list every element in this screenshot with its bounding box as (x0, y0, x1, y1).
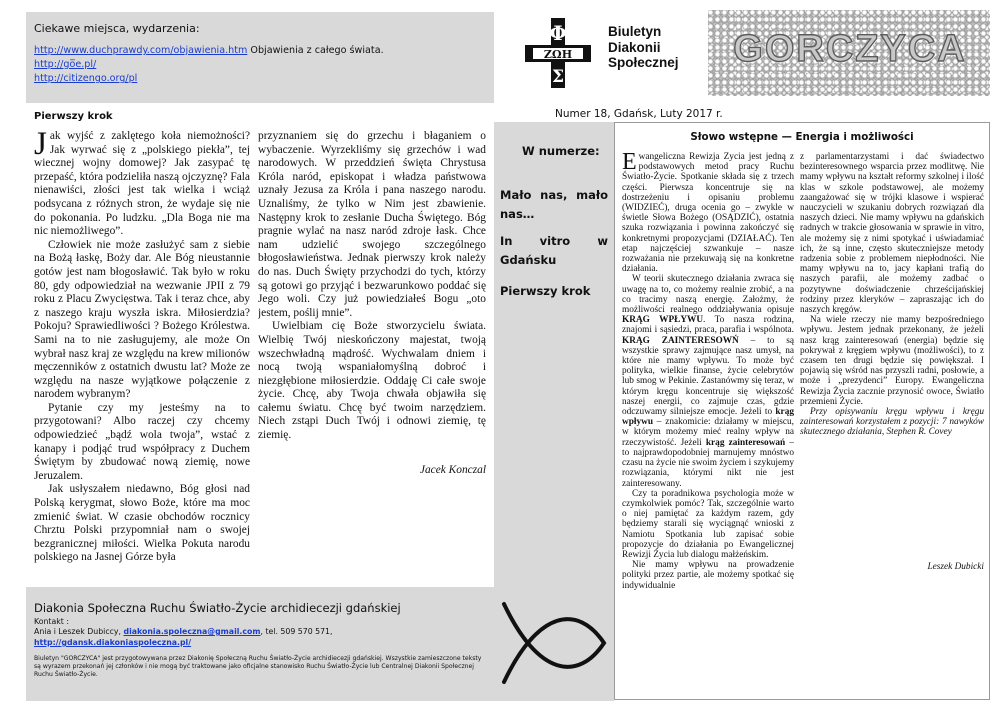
link-row-3 (34, 72, 486, 86)
paragraph-text: wangeliczna Rewizja Życia jest jedną z podstawowych metod pracy Ruchu Światło-Życie. Spotkanie składa się z trzech części. Pierwsza koncentruje się na dostrzeżeniu i opisaniu problemu (WIDZIEĆ), druga ocenia go – zwykle w świetle Słowa Bożego (OSĄDZIĆ), ostatnia szuka rozwiązania i powinna zakończyć się konkretnymi propozycjami (DZIAŁAĆ). Ten etap najczęściej szwankuje – nasze rozważania nie przekuwają się na konkretne działania. (622, 152, 794, 275)
bold-run: krąg zainteresowań (705, 437, 786, 448)
toc-item-pierwszy-krok[interactable]: Pierwszy krok (500, 284, 591, 298)
issue-info: Numer 18, Gdańsk, Luty 2017 r. (555, 108, 723, 120)
link-duchprawdy-desc: Objawienia z całego świata. (247, 45, 384, 56)
bulletin-label (608, 24, 679, 71)
text-run: – to są wszystkie sprawy zajmujące nasz umysł, na które nie mamy wpływu. To może być polityka, wielkie finanse, życie celebrytów lub smog w Pekinie. Zastanówmy się teraz, w którym kręgu koncentruje się większość naszej energii, co zajmuje czas, gdzie odczuwamy silniejsze emocje. Jeżeli to (622, 335, 794, 418)
link-row-2 (34, 58, 486, 72)
drop-cap: E (622, 152, 637, 175)
paragraph: Człowiek nie może zasłużyć sam z siebie na Bożą łaskę, Boży dar. Ale Bóg nieustannie gotów jest nam błogosławić. Tak było w roku 80, gdy odpowiedział na wezwanie JPII z 79 roku z Placu Zwycięstwa. Tak i teraz chce, aby z naszego kraju wyszła iskra. Miłosierdzia? Pokoju? Sprawiedliwości ? Bożego Królestwa. Sami na to nie zasługujemy, ale może On wybrał nasz kraj ze względu na krew milionów męczenników z ostatnich dwustu lat? Może ze względu na nasze wyjątkowe połączenie z narodem wybranym? (34, 238, 250, 401)
bold-run: KRĄG WPŁYWU (622, 315, 704, 326)
footer-contact-label: Kontakt : (34, 617, 69, 626)
paragraph (34, 130, 250, 239)
paragraph: Uwielbiam cię Boże stworzycielu świata. Wielbię Twój nieskończony majestat, twoją wszechwładną mądrość. Wychwalam dniem i nocą twoją wspaniałomyślną dobroć i niezgłębione miłosierdzie. Oddaję Ci całe swoje życie. Chcę, aby Twoja chwała objawiła się całemu światu. Chcę być twoim narzędziem. Niech zstąpi Duch Twój i odnowi ziemię, tę ziemię. (258, 320, 486, 442)
paragraph: przyznaniem się do grzechu i błaganiem o wybaczenie. Wyrzekliśmy się grzechów i wad narodowych. W przeddzień święta Chrystusa Króla naród, episkopat i władza państwowa uznały Jezusa za Króla i pana naszego narodu. Uznaliśmy, że tylko w Nim jest zbawienie. Następny krok to zesłanie Ducha Świętego. Bóg pragnie wylać na nasz naród zdroje łask. Chce nam udzielić swojego szczególnego błogosławieństwa. Jednak pierwszy krok należy do nas. Duch Święty przychodzi do tych, którzy są gotowi go przyjąć i bezwarunkowo poddać się Jego woli. Czy już powiedziałeś Bogu „oto jestem, poślij mnie”. (258, 130, 486, 319)
link-duchprawdy[interactable]: http://www.duchprawdy.com/objawienia.htm (34, 45, 248, 56)
editorial-signature: Leszek Dubicki (927, 562, 984, 572)
bulletin-line-3: Społecznej (608, 55, 679, 70)
events-links-box (26, 12, 494, 100)
footer-contact (34, 627, 333, 637)
masthead-title: GORCZYCA (733, 28, 967, 70)
toc-heading: W numerze: (522, 144, 600, 158)
toc-item-malo-nas[interactable]: Mało nas, mało nas… (500, 188, 608, 221)
text-run: – to najprawdopodobniej marnujemy mnóstwo czasu na życie nie swoim życiem i szykujemy rozwiązania, którymi nikt nie jest zainteresowany. (622, 437, 794, 489)
source-note: Przy opisywaniu kręgu wpływu i kręgu zainteresowań korzystałem z pozycji: 7 nawyków skutecznego działania, Stephen R. Covey (800, 407, 984, 438)
article-column-2 (258, 130, 486, 550)
paragraph: Nie mamy wpływu na prowadzenie polityki przez partie, ale możemy spotkać się indywidualnie (622, 560, 794, 591)
logo-sigma: Σ (551, 67, 565, 87)
link-gosc[interactable]: http://go̅e.pl/ (34, 59, 97, 70)
events-title: Ciekawe miejsca, wydarzenia: (34, 22, 200, 35)
text-run: – znakomicie: działamy w miejscu, w którym możemy mieć realny wpływ na rzeczywistość. Jeżeli (622, 417, 794, 448)
text-run: . To nasza rodzina, znajomi i sąsiedzi, praca, parafia i wspólnota. (622, 315, 794, 336)
fish-icon (498, 596, 610, 690)
contact-email-link[interactable]: diakonia.spoleczna@gmail.com (123, 627, 261, 636)
article-signature: Jacek Konczal (419, 464, 486, 476)
bold-run: KRĄG ZAINTERESOWŃ (622, 335, 739, 346)
logo-zoe: ZΩH (543, 48, 573, 61)
link-row-1 (34, 44, 486, 58)
editorial-column-2 (800, 152, 984, 532)
footer-url-link[interactable]: http://gdansk.diakoniaspoleczna.pl/ (34, 638, 192, 647)
link-citizengo[interactable]: http://citizengo.org/pl (34, 73, 138, 84)
paragraph: Pytanie czy my jesteśmy na to przygotowani? Albo raczej czy chcemy odpowiedzieć „bądź wola twoja”, wstać z kanapy i podjąć trud współpracy z Duchem Świętym by zbudować nową ziemię, nowe Jeruzalem. (34, 401, 250, 482)
paragraph (622, 274, 794, 488)
footer-org: Diakonia Społeczna Ruchu Światło-Życie archidiecezji gdańskiej (34, 601, 401, 615)
bulletin-line-2: Diakonii (608, 39, 661, 55)
paragraph: Na wiele rzeczy nie mamy bezpośredniego wpływu. Jestem jednak przekonany, że jeżeli nasz krąg zainteresowań (energia) będzie się pokrywał z kręgiem wpływu (możliwości), to z czasem ten drugi będzie się powiększał. I pojawią się wśród nas przyszli radni, posłowie, a może i „prezydenci” Europy. Ewangeliczna Rewizja Życia zacznie przynosić owoce, Światło przemieni Życie. (800, 315, 984, 407)
editorial-column-1 (622, 152, 794, 698)
paragraph: z parlamentarzystami i dać świadectwo bezinteresownego wsparcia przez modlitwę. Nie mamy wpływu na kształt reformy szkolnej i ilość klas w szkole podstawowej, ale możemy zaangażować się w trójki klasowe i wspierać nauczycieli w szukaniu dobrych rozwiązań dla naszych dzieci. Nie mamy wpływu na gdańskich radnych w trakcie głosowania w sprawie in vitro, ale możemy się z nimi spotykać i uświadamiać ich, że są inne, często skuteczniejsze metody radzenia sobie z problemem niepłodności. Nie mamy wpływu na to, jacy kapłani trafią do naszych parafii, ale możemy zadbać o pozytywne doświadczenie chrześcijańskiej rodziny przez kleryków – zapraszając ich do naszych kręgów. (800, 152, 984, 316)
toc-item-in-vitro[interactable]: In vitro w Gdańsku (500, 234, 608, 267)
editorial-title: Słowo wstępne — Energia i możliwości (690, 131, 914, 143)
bulletin-line-1: Biuletyn (608, 24, 662, 39)
paragraph: Jak usłyszałem niedawno, Bóg głosi nad Polską kerygmat, słowo Boże, które ma moc zmienić świat. W czasie obchodów rocznicy Chrztu Polski przypomniał nam o swojej bezgranicznej miłości. Wielka Pokuta narodu polskiego na Jasnej Górze była (34, 483, 250, 564)
zoe-cross-logo-icon (524, 16, 592, 90)
contact-names: Ania i Leszek Dubiccy, (34, 627, 124, 636)
contact-phone: , tel. 509 570 571, (260, 627, 333, 636)
paragraph: Czy ta poradnikowa psychologia może w czymkolwiek pomóc? Tak, szczególnie warto o niej pamiętać za każdym razem, gdy będziemy starali się wyciągnąć wnioski z Namiotu Spotkania lub zapisać sobie propozycje do działania po Ewangelicznej Rewizji Życia lub dialogu małżeńskim. (622, 488, 794, 560)
footer-disclaimer: Biuletyn "GORCZYCA" jest przygotowywana przez Diakonię Społeczną Ruchu Światło-Życie archidiecezji gdańskiej. Wszystkie zamieszczone teksty są wyrazem przekonań jej członków i nie mogą być traktowane jako oficjalne stanowisko Ruchu Światło-Życie lub Centralnej Diakonii Społecznej Ruchu Światło-Życie. (34, 655, 482, 678)
article-column-1 (34, 130, 250, 582)
paragraph (622, 152, 794, 274)
text-run: W teorii skutecznego działania zwraca się uwagę na to, co możemy realnie zrobić, a na co tracimy naszą energię. Założmy, że możliwości realnego oddziaływania opisuje (622, 274, 794, 316)
article-title: Pierwszy krok (34, 111, 113, 122)
paragraph-text: ak wyjść z zaklętego koła niemożności? Jak wyrwać się z „polskiego piekła”, tej wiecznej wojny domowej? Jak zasypać tę przepaść, która podzieliła naszą ojczyznę? Fala nienawiści, złości jest tak wielka i wciąż podsycana z różnych stron, że wydaje się nie do pokonania. Po ludzku. „Dla Boga nie ma nic niemożliwego”. (34, 130, 250, 238)
bold-run: krąg wpływu (622, 407, 794, 428)
footer-url-row (34, 638, 191, 648)
drop-cap: J (34, 130, 47, 162)
logo-phi: Φ (549, 21, 567, 45)
